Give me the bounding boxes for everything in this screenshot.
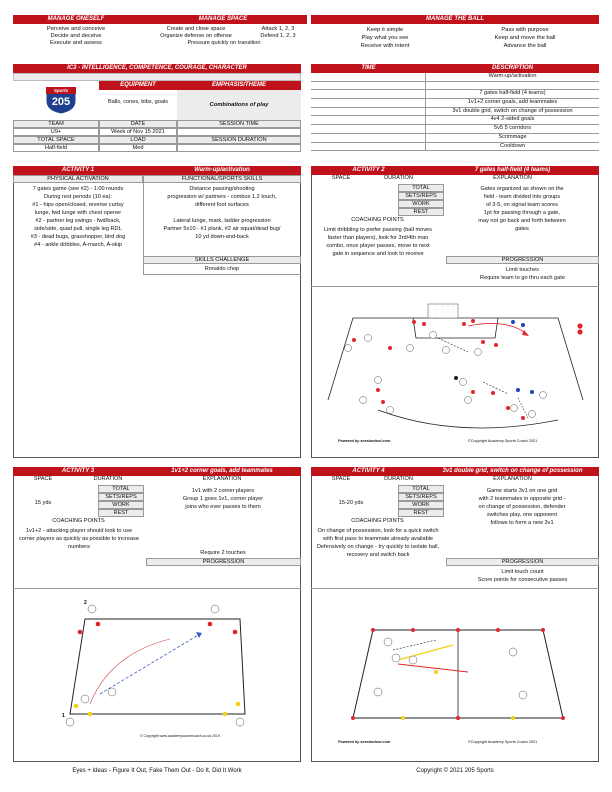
list-item: Organize defense on offense [160, 33, 232, 39]
list-item: Advance the ball [503, 43, 547, 49]
rest-label: REST [398, 208, 444, 216]
explanation-label: EXPLANATION [493, 175, 532, 181]
banner-spacer [13, 73, 301, 81]
total-label: TOTAL [398, 485, 444, 493]
activity4-diagram [318, 600, 593, 750]
divider [143, 183, 144, 275]
manage-oneself-list [13, 26, 139, 47]
diagram-credit-right: ©Copyright Academy Sports Coach 2021 [468, 439, 538, 443]
list-item: Require team to go thru each gate [480, 275, 565, 281]
schedule-item: Warm-up/activation [488, 73, 537, 79]
activity3-explanation [146, 487, 300, 511]
list-item: Receive with intent [360, 43, 410, 49]
session-time-label: SESSION TIME [177, 120, 301, 128]
list-item: 1pt for passing through a gate, [484, 210, 560, 216]
list-item: lunge, fwd lunge with chest opener [34, 210, 122, 216]
session-duration-label: SESSION DURATION [177, 136, 301, 144]
total-space-label: TOTAL SPACE [13, 136, 99, 144]
list-item: Defensively on change - try quickly to isolate ball, [316, 544, 440, 550]
list-item: Limit dribbling to prefer passing (ball moves [324, 227, 432, 233]
session-duration-value [177, 144, 301, 152]
list-item: 1v1+2 - attacking player should look to use [25, 528, 133, 534]
manage-ball-title: MANAGE THE BALL [311, 15, 599, 24]
physical-list [14, 185, 142, 249]
manage-space-title: MANAGE SPACE [139, 15, 307, 24]
logo-number: 205 [51, 96, 71, 108]
list-item: on change of possession, defender [478, 504, 566, 510]
list-item: Perceive and conceive [46, 26, 106, 32]
equipment-label: EQUIPMENT [99, 81, 177, 90]
space-label: SPACE [331, 476, 351, 482]
list-item: Pass with purpose [501, 27, 549, 33]
space-label: SPACE [331, 175, 351, 181]
table-row [311, 143, 599, 152]
list-item: Limit touches [506, 267, 539, 273]
list-item: progression w/ partners - combos 1,2 touch, [167, 194, 277, 200]
list-item: Decide and deceive [50, 33, 102, 39]
list-item: Execute and assess [50, 40, 102, 46]
load-label: LOAD [99, 136, 177, 144]
skills-label: SKILLS CHALLENGE [143, 256, 301, 264]
activity2-coaching [312, 226, 444, 258]
list-item: #2 - partner leg swings - fwd/back, [35, 218, 121, 224]
list-item: with 2 teammates in opposite grid - [478, 496, 566, 502]
physical-label: PHYSICAL ACTIVATION [13, 175, 143, 183]
activity2-label: ACTIVITY 2 [311, 166, 426, 175]
sets-label: SETS/REPS [398, 192, 444, 200]
list-item: with first pass to teammate already available [322, 536, 434, 542]
list-item: Partner 5x10 - #1 plank, #2 air squat/dead bug/ [163, 226, 281, 232]
table-row [311, 90, 599, 99]
list-item: Play what you see [361, 35, 409, 41]
coaching-label: COACHING POINTS [351, 518, 404, 524]
explanation-label: EXPLANATION [493, 476, 532, 482]
sets-label: SETS/REPS [398, 493, 444, 501]
rest-label: REST [98, 509, 144, 517]
list-item: Keep it simple [366, 27, 404, 33]
rest-label: REST [398, 509, 444, 517]
table-row [311, 73, 599, 82]
list-item: of 3-5, on signal team scores [486, 202, 558, 208]
manage-ball-left [330, 26, 440, 50]
manage-space-bottom: Pressure quickly on transition [187, 40, 261, 46]
svg-text:1: 1 [62, 713, 65, 719]
list-item: joins who ever passes to them [185, 504, 261, 510]
logo-205 [44, 83, 78, 115]
progression-label: PROGRESSION [146, 558, 301, 566]
session-banner: IC3 - INTELLIGENCE, COMPETENCE, COURAGE, CHARACTER [13, 64, 301, 73]
table-row [311, 108, 599, 117]
list-item: numbers [68, 544, 90, 550]
activity4-progression [446, 568, 599, 584]
skills-value: Ronaldo chop [143, 266, 301, 275]
date-label: DATE [99, 120, 177, 128]
list-item: corner players as quickly as possible to increase [18, 536, 139, 542]
sets-label: SETS/REPS [98, 493, 144, 501]
schedule-item [426, 82, 599, 90]
manage-space-left [141, 26, 251, 40]
diagram-credit-right: ©Copyright Academy Sports Coach 2021 [468, 740, 538, 744]
duration-label: DURATION [384, 175, 413, 181]
progression-label: PROGRESSION [446, 558, 599, 566]
svg-text:2: 2 [84, 600, 87, 606]
list-item: may not go back and forth between [478, 218, 566, 224]
space-label: SPACE [33, 476, 53, 482]
explanation-label: EXPLANATION [202, 476, 242, 482]
activity3-label: ACTIVITY 3 [13, 467, 143, 476]
work-label: WORK [398, 200, 444, 208]
list-item: #1 - hips open/closed, reverse curtsy [32, 202, 124, 208]
list-item: Lateral lunge, mark, ladder progression [173, 218, 271, 224]
table-row [311, 82, 599, 91]
list-item: Score points for consecutive passes [477, 577, 568, 583]
schedule-item: 4v4 2-sided goals [490, 116, 535, 123]
list-item: Distance passing/shooting [189, 186, 255, 192]
activity2-title: 7 gates half-field (4 teams) [426, 166, 599, 175]
duration-label: DURATION [93, 476, 123, 482]
table-row [311, 116, 599, 125]
list-item: Limit touch count [501, 569, 544, 575]
functional-list [144, 185, 300, 241]
divider [13, 588, 301, 589]
list-item: Create and close space [166, 26, 226, 32]
session-time-value [177, 128, 301, 136]
list-item: On change of possession, look for a quick switch [317, 528, 439, 534]
team-label: TEAM [13, 120, 99, 128]
list-item: 1v1 with 2 corner players [191, 488, 255, 494]
list-item: gates [515, 226, 529, 232]
diagram-credit-left: Powered by sessiontool.com [338, 740, 391, 744]
activity4-label: ACTIVITY 4 [311, 467, 426, 476]
list-item: #4 - ankle dribbles, A-march, A-skip [34, 242, 122, 248]
list-item: recovery and switch back [346, 552, 410, 558]
schedule-item: 3v1 double grid, switch on change of possession [452, 107, 573, 114]
table-row [311, 134, 599, 143]
activity4-title: 3v1 double grid, switch on change of possession [426, 467, 599, 476]
space-value: 15 yds [34, 500, 52, 506]
table-row [311, 99, 599, 108]
emphasis-value: Combinations of play [177, 90, 301, 120]
footer-motto: Eyes + Ideas - Figure It Out, Fake Them Out - Do It, Did It Work [72, 768, 242, 774]
list-item: Attack 1, 2, 3 [261, 26, 295, 32]
list-item: 7 gates game (see #2) - 1:00 rounds [32, 186, 124, 192]
list-item: Group 1 goes 1v1, corner player [182, 496, 264, 502]
duration-label: DURATION [384, 476, 413, 482]
activity3-coaching [14, 527, 144, 551]
activity2-progression [446, 266, 599, 282]
list-item: Game starts 3v1 on one grid [486, 488, 558, 494]
total-label: TOTAL [98, 485, 144, 493]
schedule-item: 1v1+2 corner goals, add teammates [467, 99, 558, 106]
team-value: U9+ [13, 128, 99, 136]
schedule-table [311, 73, 599, 151]
space-value: 15-20 yds [338, 500, 364, 506]
work-label: WORK [98, 501, 144, 509]
description-header: DESCRIPTION [426, 64, 599, 73]
coaching-label: COACHING POINTS [52, 518, 105, 524]
manage-space-right [250, 26, 306, 40]
manage-ball-right [460, 26, 590, 50]
progression-label: PROGRESSION [446, 256, 599, 264]
divider [311, 286, 599, 287]
activity3-diagram [40, 594, 280, 754]
list-item [144, 209, 300, 217]
activity4-explanation [446, 487, 598, 527]
activity1-label: ACTIVITY 1 [13, 166, 143, 175]
emphasis-label: EMPHASIS/THEME [177, 81, 301, 90]
coaching-label: COACHING POINTS [351, 217, 404, 223]
diagram-credit-left: Powered by sessiontool.com [338, 439, 391, 443]
total-label: TOTAL [398, 184, 444, 192]
divider [311, 588, 599, 589]
schedule-item: Cooldown [500, 142, 525, 149]
equipment-value: Balls, cones, bibs, goals [107, 99, 168, 105]
work-label: WORK [398, 501, 444, 509]
list-item: different foot surfaces [195, 202, 249, 208]
activity2-diagram [318, 290, 593, 450]
date-value: Week of Nov 15 2021 [99, 128, 177, 136]
total-space-value: Half-field [13, 144, 99, 152]
activity1-title: Warm-up/activation [143, 166, 301, 175]
manage-oneself-title: MANAGE ONESELF [13, 15, 139, 24]
schedule-item: 7 gates half-field (4 teams) [479, 90, 546, 97]
logo-top-text: Sports [53, 88, 69, 93]
table-row [311, 125, 599, 134]
list-item: gate in sequence and look to receive [332, 251, 424, 257]
schedule-item: 5v5 5 corridors [494, 125, 531, 132]
list-item: field - team divided into groups [483, 194, 561, 200]
activity3-title: 1v1+2 corner goals, add teammates [143, 467, 301, 476]
list-item: combo, once player passes, move to next [326, 243, 430, 249]
list-item: side/side, quad pull, single leg RDL [34, 226, 122, 232]
activity3-extra: Require 2 touches [200, 550, 246, 556]
list-item: switches play, one opponent [486, 512, 558, 518]
load-value: Med [99, 144, 177, 152]
list-item: 10 yd down-and-back [195, 234, 249, 240]
list-item: During rest periods (10 ea): [43, 194, 113, 200]
time-header: TIME [311, 64, 426, 73]
list-item: Gates organized as shown on the [480, 186, 564, 192]
schedule-item: Scrimmage [498, 133, 527, 140]
diagram-credit: © Copyright www.academysoccercoach.co.uk 2019 [140, 734, 220, 738]
list-item: Keep and move the ball [494, 35, 556, 41]
activity2-explanation [446, 185, 598, 233]
list-item: follows to form a new 3v1 [490, 520, 554, 526]
list-item: faster than players), look for 3rd/4th man [327, 235, 429, 241]
list-item: Defend 1, 2, 3 [260, 33, 296, 39]
footer-copyright: Copyright © 2021 205 Sports [416, 768, 494, 774]
list-item: #3 - dead bugs, grasshopper, bird dog [30, 234, 126, 240]
functional-label: FUNCTIONAL/SPORTS SKILLS [143, 175, 301, 183]
activity4-coaching [312, 527, 444, 559]
